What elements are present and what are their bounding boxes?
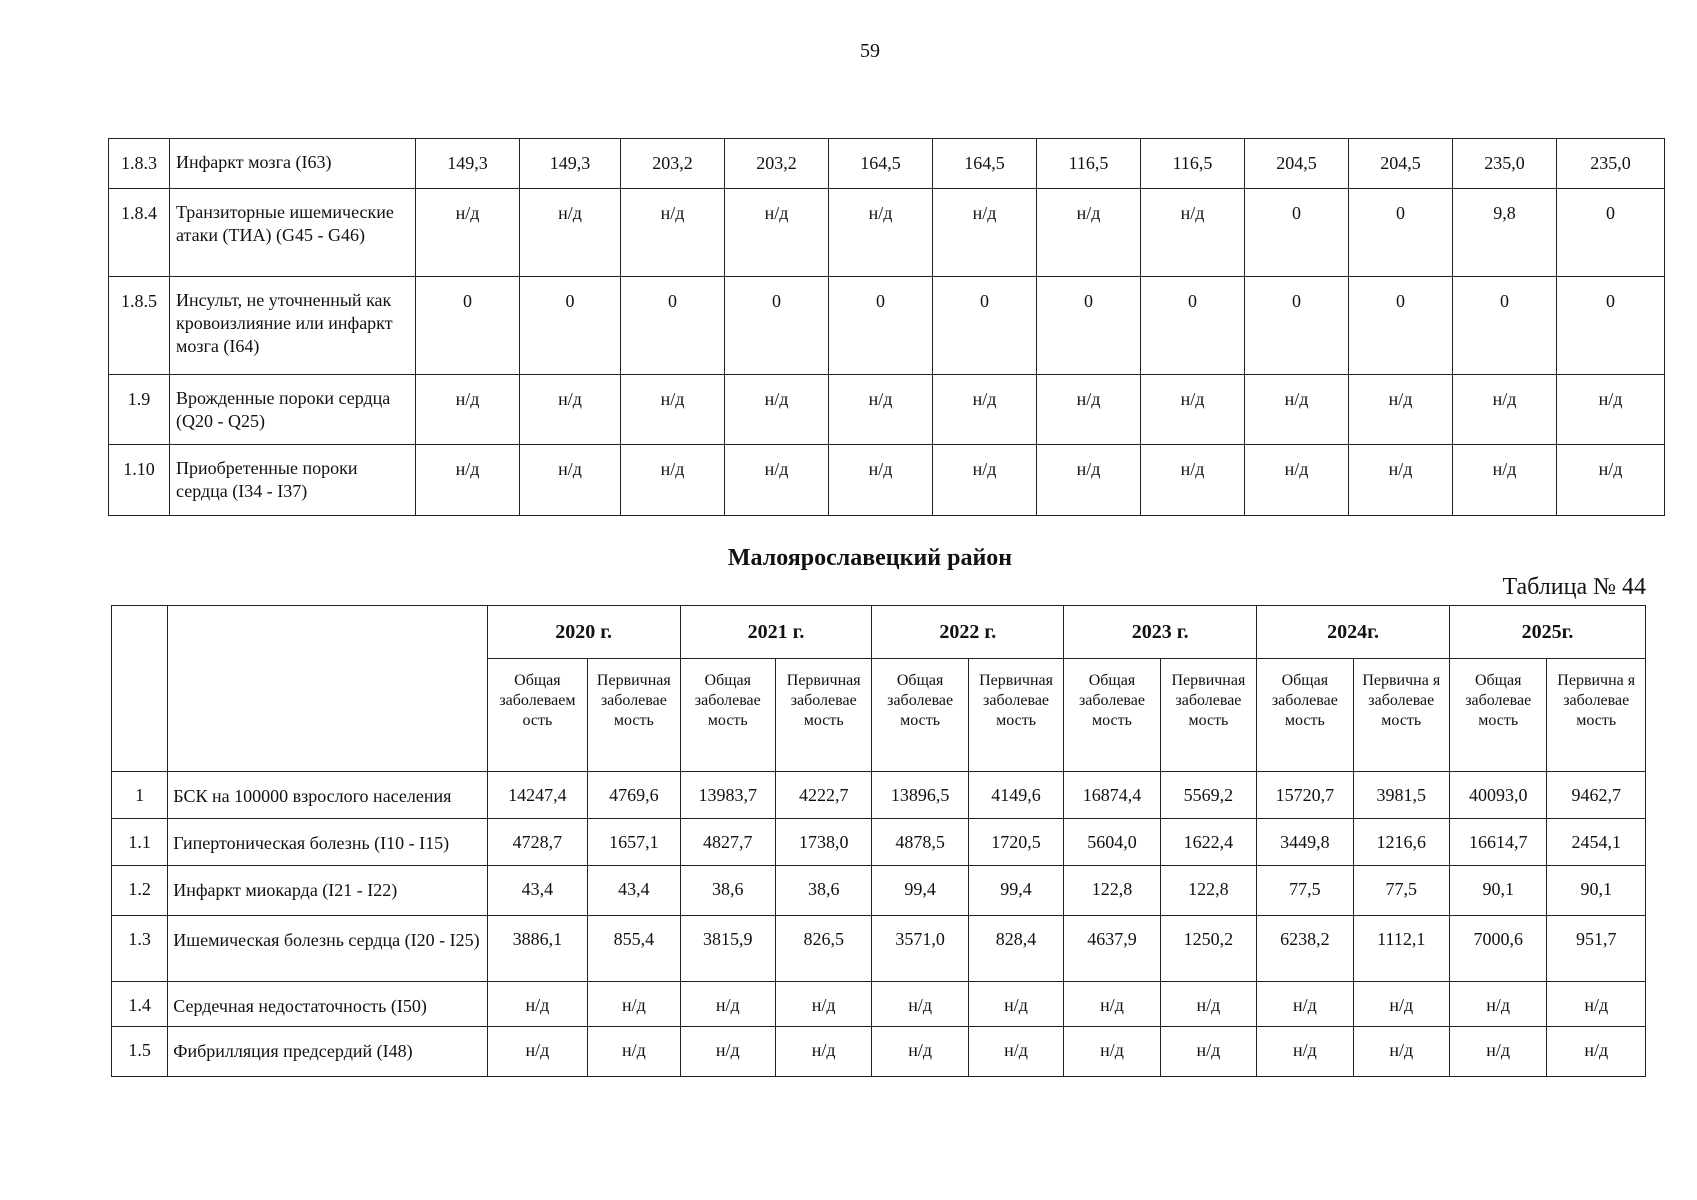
value-cell: н/д: [1037, 445, 1141, 516]
table-row: [109, 139, 1665, 189]
value-cell: н/д: [1037, 189, 1141, 277]
value-cell: 5569,2: [1160, 772, 1256, 819]
value-cell: 5604,0: [1064, 819, 1160, 866]
header-name-cell: [168, 606, 487, 772]
year-header: 2024г.: [1257, 606, 1450, 659]
value-cell: 3449,8: [1257, 819, 1353, 866]
value-cell: 4878,5: [872, 819, 968, 866]
value-cell: 855,4: [588, 916, 680, 982]
value-cell: 4149,6: [968, 772, 1063, 819]
value-cell: н/д: [829, 189, 933, 277]
metric-header: Первична я заболевае мость: [1547, 659, 1646, 772]
value-cell: 99,4: [968, 866, 1063, 916]
value-cell: 0: [1037, 277, 1141, 375]
value-cell: 1622,4: [1160, 819, 1256, 866]
value-cell: 0: [1245, 189, 1349, 277]
row-code: 1.10: [109, 445, 170, 516]
value-cell: н/д: [1141, 445, 1245, 516]
table-row: [112, 916, 1646, 982]
value-cell: н/д: [680, 1027, 775, 1077]
metric-header: Первичная заболевае мость: [588, 659, 680, 772]
row-name: Приобретенные пороки сердца (I34 - I37): [170, 445, 416, 516]
value-cell: 0: [933, 277, 1037, 375]
row-code: 1.3: [112, 916, 168, 982]
value-cell: н/д: [1547, 1027, 1646, 1077]
value-cell: н/д: [1257, 1027, 1353, 1077]
row-code: 1.9: [109, 375, 170, 445]
value-cell: 3815,9: [680, 916, 775, 982]
value-cell: н/д: [520, 189, 621, 277]
value-cell: н/д: [621, 445, 725, 516]
value-cell: 1112,1: [1353, 916, 1449, 982]
value-cell: 826,5: [775, 916, 871, 982]
value-cell: 0: [416, 277, 520, 375]
value-cell: н/д: [1037, 375, 1141, 445]
value-cell: н/д: [872, 1027, 968, 1077]
value-cell: 0: [1557, 189, 1665, 277]
table-row: [112, 819, 1646, 866]
value-cell: 116,5: [1141, 139, 1245, 189]
value-cell: 9,8: [1453, 189, 1557, 277]
value-cell: 149,3: [520, 139, 621, 189]
row-name: Инфаркт миокарда (I21 - I22): [168, 866, 487, 916]
value-cell: н/д: [487, 982, 587, 1027]
row-code: 1.8.5: [109, 277, 170, 375]
year-header: 2021 г.: [680, 606, 872, 659]
value-cell: 4637,9: [1064, 916, 1160, 982]
metric-header: Первична я заболевае мость: [1353, 659, 1449, 772]
value-cell: 235,0: [1453, 139, 1557, 189]
row-name: Гипертоническая болезнь (I10 - I15): [168, 819, 487, 866]
value-cell: 122,8: [1064, 866, 1160, 916]
value-cell: н/д: [1349, 375, 1453, 445]
value-cell: н/д: [1245, 375, 1349, 445]
row-name: Врожденные пороки сердца (Q20 - Q25): [170, 375, 416, 445]
value-cell: 0: [829, 277, 933, 375]
value-cell: 4769,6: [588, 772, 680, 819]
row-code: 1.8.3: [109, 139, 170, 189]
page-number: 59: [860, 40, 880, 62]
value-cell: н/д: [1449, 1027, 1546, 1077]
value-cell: 149,3: [416, 139, 520, 189]
value-cell: 4728,7: [487, 819, 587, 866]
metric-header: Первичная заболевае мость: [1160, 659, 1256, 772]
value-cell: н/д: [968, 1027, 1063, 1077]
value-cell: 3886,1: [487, 916, 587, 982]
value-cell: 16614,7: [1449, 819, 1546, 866]
value-cell: н/д: [775, 982, 871, 1027]
table-row: [112, 772, 1646, 819]
header-code-cell: [112, 606, 168, 772]
value-cell: н/д: [680, 982, 775, 1027]
value-cell: 0: [1349, 189, 1453, 277]
value-cell: н/д: [968, 982, 1063, 1027]
value-cell: н/д: [1353, 1027, 1449, 1077]
value-cell: н/д: [933, 189, 1037, 277]
value-cell: 90,1: [1547, 866, 1646, 916]
value-cell: н/д: [1353, 982, 1449, 1027]
value-cell: 0: [1245, 277, 1349, 375]
value-cell: н/д: [1453, 375, 1557, 445]
value-cell: н/д: [621, 375, 725, 445]
value-cell: н/д: [520, 445, 621, 516]
value-cell: 164,5: [829, 139, 933, 189]
value-cell: н/д: [520, 375, 621, 445]
metric-header: Первичная заболевае мость: [775, 659, 871, 772]
metric-header: Общая заболеваем ость: [487, 659, 587, 772]
year-header: 2022 г.: [872, 606, 1064, 659]
value-cell: 7000,6: [1449, 916, 1546, 982]
metric-header: Общая заболевае мость: [1449, 659, 1546, 772]
value-cell: 3981,5: [1353, 772, 1449, 819]
value-cell: 4222,7: [775, 772, 871, 819]
value-cell: н/д: [1257, 982, 1353, 1027]
value-cell: 4827,7: [680, 819, 775, 866]
value-cell: 1250,2: [1160, 916, 1256, 982]
value-cell: 122,8: [1160, 866, 1256, 916]
value-cell: н/д: [416, 375, 520, 445]
value-cell: н/д: [588, 1027, 680, 1077]
value-cell: 0: [1349, 277, 1453, 375]
value-cell: 38,6: [680, 866, 775, 916]
value-cell: н/д: [588, 982, 680, 1027]
year-header: 2020 г.: [487, 606, 680, 659]
table-row: [109, 375, 1665, 445]
value-cell: 3571,0: [872, 916, 968, 982]
value-cell: 951,7: [1547, 916, 1646, 982]
year-header: 2025г.: [1449, 606, 1645, 659]
value-cell: 90,1: [1449, 866, 1546, 916]
value-cell: 0: [1141, 277, 1245, 375]
value-cell: 1657,1: [588, 819, 680, 866]
metric-header: Общая заболевае мость: [872, 659, 968, 772]
value-cell: н/д: [1141, 189, 1245, 277]
value-cell: 203,2: [621, 139, 725, 189]
metric-header: Первичная заболевае мость: [968, 659, 1063, 772]
value-cell: 235,0: [1557, 139, 1665, 189]
value-cell: н/д: [621, 189, 725, 277]
row-code: 1.1: [112, 819, 168, 866]
value-cell: 116,5: [1037, 139, 1141, 189]
table-label: Таблица № 44: [1502, 574, 1646, 600]
value-cell: 1216,6: [1353, 819, 1449, 866]
value-cell: н/д: [933, 375, 1037, 445]
metric-header: Общая заболевае мость: [1257, 659, 1353, 772]
value-cell: 14247,4: [487, 772, 587, 819]
value-cell: 99,4: [872, 866, 968, 916]
value-cell: н/д: [416, 189, 520, 277]
value-cell: 2454,1: [1547, 819, 1646, 866]
value-cell: н/д: [933, 445, 1037, 516]
value-cell: 16874,4: [1064, 772, 1160, 819]
value-cell: 13896,5: [872, 772, 968, 819]
value-cell: н/д: [1064, 1027, 1160, 1077]
row-name: Транзиторные ишемические атаки (ТИА) (G45 - G46): [170, 189, 416, 277]
year-header: 2023 г.: [1064, 606, 1257, 659]
value-cell: н/д: [1557, 375, 1665, 445]
row-code: 1.5: [112, 1027, 168, 1077]
table-row: [112, 1027, 1646, 1077]
value-cell: н/д: [1557, 445, 1665, 516]
value-cell: 1738,0: [775, 819, 871, 866]
value-cell: 9462,7: [1547, 772, 1646, 819]
value-cell: н/д: [725, 375, 829, 445]
value-cell: 6238,2: [1257, 916, 1353, 982]
row-name: Ишемическая болезнь сердца (I20 - I25): [168, 916, 487, 982]
value-cell: 15720,7: [1257, 772, 1353, 819]
table-row: [112, 866, 1646, 916]
value-cell: 164,5: [933, 139, 1037, 189]
value-cell: 204,5: [1245, 139, 1349, 189]
section-title: Малоярославецкий район: [727, 545, 1013, 571]
table-row: [109, 445, 1665, 516]
value-cell: н/д: [1453, 445, 1557, 516]
value-cell: 1720,5: [968, 819, 1063, 866]
value-cell: 0: [725, 277, 829, 375]
value-cell: 0: [1453, 277, 1557, 375]
value-cell: 43,4: [487, 866, 587, 916]
value-cell: 77,5: [1353, 866, 1449, 916]
row-code: 1.8.4: [109, 189, 170, 277]
metric-header: Общая заболевае мость: [1064, 659, 1160, 772]
table-row: [112, 982, 1646, 1027]
value-cell: н/д: [487, 1027, 587, 1077]
value-cell: 13983,7: [680, 772, 775, 819]
continued-incidence-table: [108, 138, 1665, 516]
value-cell: 0: [621, 277, 725, 375]
value-cell: н/д: [1547, 982, 1646, 1027]
value-cell: 40093,0: [1449, 772, 1546, 819]
row-name: Фибрилляция предсердий (I48): [168, 1027, 487, 1077]
value-cell: н/д: [1349, 445, 1453, 516]
row-name: Инсульт, не уточненный как кровоизлияние или инфаркт мозга (I64): [170, 277, 416, 375]
value-cell: н/д: [725, 189, 829, 277]
value-cell: н/д: [1064, 982, 1160, 1027]
value-cell: н/д: [775, 1027, 871, 1077]
table-row: [109, 277, 1665, 375]
metric-header: Общая заболевае мость: [680, 659, 775, 772]
value-cell: н/д: [1160, 982, 1256, 1027]
value-cell: н/д: [829, 375, 933, 445]
value-cell: 203,2: [725, 139, 829, 189]
value-cell: н/д: [1141, 375, 1245, 445]
value-cell: н/д: [1449, 982, 1546, 1027]
value-cell: н/д: [829, 445, 933, 516]
row-code: 1: [112, 772, 168, 819]
district-incidence-table: [111, 605, 1646, 1077]
value-cell: н/д: [725, 445, 829, 516]
value-cell: н/д: [1160, 1027, 1256, 1077]
value-cell: 77,5: [1257, 866, 1353, 916]
row-code: 1.4: [112, 982, 168, 1027]
value-cell: 43,4: [588, 866, 680, 916]
row-name: Инфаркт мозга (I63): [170, 139, 416, 189]
value-cell: 204,5: [1349, 139, 1453, 189]
value-cell: н/д: [416, 445, 520, 516]
row-name: БСК на 100000 взрослого населения: [168, 772, 487, 819]
row-code: 1.2: [112, 866, 168, 916]
row-name: Сердечная недостаточность (I50): [168, 982, 487, 1027]
value-cell: н/д: [1245, 445, 1349, 516]
table-row: [109, 189, 1665, 277]
value-cell: 0: [1557, 277, 1665, 375]
value-cell: н/д: [872, 982, 968, 1027]
value-cell: 38,6: [775, 866, 871, 916]
value-cell: 0: [520, 277, 621, 375]
value-cell: 828,4: [968, 916, 1063, 982]
